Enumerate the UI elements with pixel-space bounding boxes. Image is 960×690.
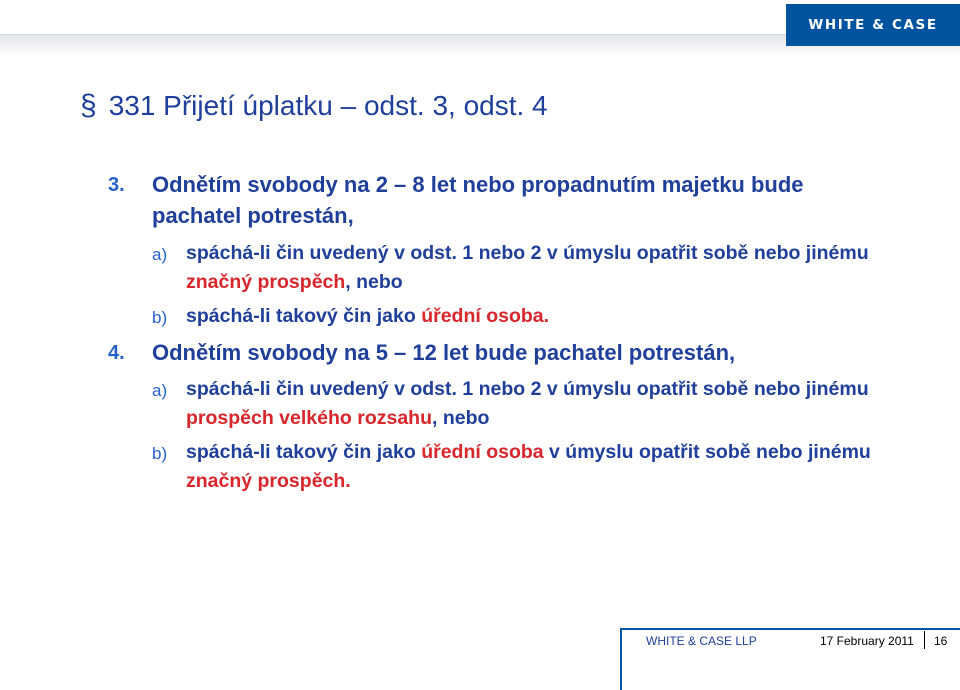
item3-line2: pachatel potrestán, bbox=[152, 203, 354, 228]
slide-title-text: 331 Přijetí úplatku – odst. 3, odst. 4 bbox=[108, 90, 548, 121]
red-emphasis: prospěch velkého rozsahu bbox=[186, 407, 432, 429]
red-emphasis: úřední osoba bbox=[421, 441, 544, 463]
footer-divider-vertical bbox=[620, 628, 622, 690]
slide-title bbox=[80, 86, 548, 126]
footer-divider bbox=[622, 628, 960, 630]
item4-a-line2: prospěch velkého rozsahu, nebo bbox=[186, 407, 490, 429]
page-number: 16 bbox=[934, 634, 948, 648]
item-number: 3. bbox=[108, 174, 125, 196]
sub-letter: b) bbox=[152, 444, 168, 463]
logo bbox=[786, 4, 960, 46]
footer-separator bbox=[924, 631, 925, 649]
footer-date: 17 February 2011 bbox=[820, 634, 914, 648]
item3-a-line1: spáchá-li čin uvedený v odst. 1 nebo 2 v úmyslu opatřit sobě nebo jinému bbox=[186, 242, 869, 264]
item3-line1: Odnětím svobody na 2 – 8 let nebo propadnutím majetku bude bbox=[152, 172, 804, 197]
item4-b-line2: značný prospěch. bbox=[186, 470, 351, 492]
item4-line1: Odnětím svobody na 5 – 12 let bude pachatel potrestán, bbox=[152, 340, 736, 365]
item4-a-line1: spáchá-li čin uvedený v odst. 1 nebo 2 v úmyslu opatřit sobě nebo jinému bbox=[186, 378, 869, 400]
sub-letter: b) bbox=[152, 308, 168, 327]
item3-b-line1: spáchá-li takový čin jako úřední osoba. bbox=[186, 305, 550, 327]
item4-b-line1: spáchá-li takový čin jako úřední osoba v úmyslu opatřit sobě nebo jinému bbox=[186, 441, 871, 463]
logo-text: WHITE & CASE bbox=[808, 17, 938, 33]
red-emphasis: úřední osoba. bbox=[421, 305, 550, 327]
item3-a-line2: značný prospěch, nebo bbox=[186, 271, 403, 293]
red-emphasis: značný prospěch bbox=[186, 271, 346, 293]
item-number: 4. bbox=[108, 342, 125, 364]
section-symbol: § bbox=[80, 89, 97, 122]
sub-letter: a) bbox=[152, 245, 168, 264]
sub-letter: a) bbox=[152, 381, 168, 400]
footer-firm-name: WHITE & CASE LLP bbox=[646, 634, 757, 648]
